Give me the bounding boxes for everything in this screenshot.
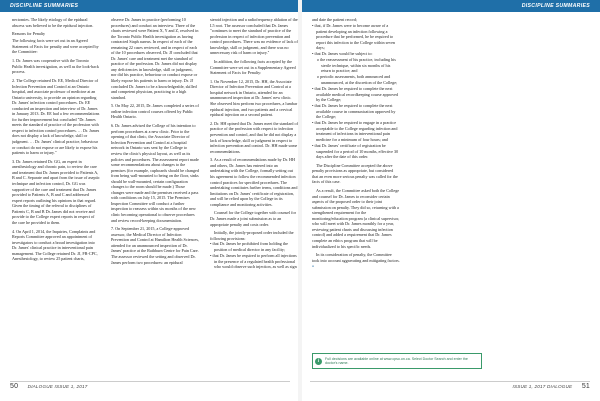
- numbered-item: 6. Dr. James advised the College of his intention to perform procedures at a new clinic. Prior to the opening of that clinic, the Associate Director of Infection Prevention and Control at a hospital network in Ontario was sent by the College to review the clinic's physical layout, as well as its policies and procedures. The assessment report made some recommendations about changes to the premises (for example, cupboards should be changed from being wall-mounted to being on the floor, sinks should be wall-mounted, certain configuration changes to the room should be made.) Those changes were made and the premises received a pass with conditions on July 15, 2015. The Premises Inspection Committee will conduct a further inspection to reassess within six months of the new clinic becoming operational to observe procedures and review record-keeping documentation.: [111, 123, 199, 223]
- numbered-item: 1. Dr. James was cooperative with the Toronto Public Health investigation, as well as the look-back process.: [12, 58, 99, 75]
- paragraph: As a result, the Committee asked both the College and counsel for Dr. James to reconsider certain aspects of the proposed order to their joint submission on penalty. They did so, returning with a strengthened requirement for the monitoring/education program (a clinical supervisor, who will meet with Dr. James monthly for a year, reviewing patient charts and discussing infection control) and added a requirement that Dr. James complete an ethics program that will be individualized to his specific needs.: [312, 188, 400, 249]
- numbered-item: 2. Dr. HH opined that Dr. James meet the standard of practice of the profession with respect to infection prevention and control, and that he did not display a lack of knowledge, skill or judgment in respect to infection prevention and control. Dr. HH made some recommendations.: [210, 120, 298, 154]
- column-1: [12, 17, 100, 262]
- paragraph-text: In its consideration of penalty, the Committee took into account aggravating and mitigating factors.: [312, 252, 400, 263]
- paragraph: steroid injection and a radiofrequency ablation of the L5 root. The assessor concluded that Dr. James "continues to meet the standard of practice of the profession in respect of infection prevention and control procedures. There was no evidence of lack of knowledge, skill or judgment, and there was no unnecessary risk of harm or injury.": [210, 17, 298, 56]
- column-2: [111, 17, 199, 265]
- publication-issue-left: DIALOGUE ISSUE 1, 2017: [27, 384, 88, 390]
- numbered-item: 1. On November 12, 2015, Dr. HH, the Associate Director of Infection Prevention and Control at a hospital network in Ontario, attended for an unannounced inspection at Dr. James' new clinic. She observed him perform two procedures, a lumbar epidural injection, and two patients and a cervical epidural injection on a second patient.: [210, 78, 298, 118]
- note-text: Full decisions are available online at www.cpso.on.ca. Select Doctor Search and enter the doctor's name.: [325, 356, 468, 365]
- column-4: [312, 17, 400, 269]
- paragraph: The following facts were set out in an Agreed Statement of Facts for penalty and were accepted by the Committee:: [12, 38, 99, 55]
- section-title-left: DISCIPLINE SUMMARIES: [10, 3, 79, 9]
- bullet-item: • that Dr. James' certificate of registration be suspended for a period of 10 months, effective 30 days after the date of this order.: [312, 143, 399, 160]
- bullet-item: • that, if Dr. James were to become aware of a patient developing an infection following a procedure that he performed, he be required to report this infection to the College within seven days;: [312, 23, 395, 51]
- bullet-item: • that Dr. James be required to engage in a practice acceptable to the College regarding infection and treatment of infections in interventional pain medicine for a minimum of four hours; and: [312, 120, 398, 142]
- numbered-item: 4. On April 1, 2014, the Inquiries, Complaints and Reports Committee approved an appointment of investigators to conduct a broad investigation into Dr. James' clinical practice in interventional pain management. The College retained Dr. JJ, FR-CPC, Anesthesiology, to review 25 patient charts,: [12, 228, 98, 262]
- sub-item: o the reassessment of his practice, including his sterile technique, within six months of his return to practice; and: [317, 57, 396, 74]
- numbered-item: 3. As a result of recommendations made by Dr. HH and others, Dr. James has entered into an undertaking with the College, formally setting out his agreement to follow the recommended infection control practices for specified procedures. The undertaking constitutes further terms, conditions and limitations on Dr. James' certificate of registration, and will be relied upon by the College in its compliance and monitoring activities.: [210, 157, 298, 207]
- footer-right: [310, 381, 590, 391]
- numbered-item: 7. On September 21, 2015, a College-approved assessor, the Medical Director of Infection Prevention and Control at Hamilton Health Sciences, attended for an unannounced inspection of Dr. James' practice at the Rathburn Centre for Pain Care. The assessor reviewed the setting and observed Dr. James perform two procedures: an epidural: [111, 226, 199, 265]
- sub-item: o periodic assessments, both announced and unannounced, at the discretion of the College;: [317, 74, 398, 86]
- bullet-item: • that Dr. James be required to perform all injections in the presence of a regulated health professional who would observe such injection, as well as sign: [210, 252, 297, 270]
- bullet-item: • that Dr. James would be subject to:: [312, 51, 373, 57]
- paragraph: Counsel for the College together with counsel for Dr. James made a joint submission as to an appropriate penalty and costs order.: [210, 210, 296, 227]
- bullet-item: • that Dr. James be required to complete the next available medical recordkeeping course approved by the College;: [312, 86, 399, 103]
- page-number-right: 51: [581, 383, 590, 390]
- end-of-article-mark: »: [312, 263, 315, 269]
- online-decisions-note: [312, 353, 482, 369]
- paragraph: [312, 252, 400, 269]
- paragraph: The Discipline Committee accepted the above penalty provisions as appropriate, but considered that an even more serious penalty was called for the facts of this case.: [312, 162, 398, 185]
- info-icon: i: [315, 358, 322, 365]
- column-3: [210, 17, 298, 270]
- paragraph: nectomies. The likely etiology of the epidural abscess was believed to be the epidural injection.: [12, 17, 94, 28]
- publication-issue-right: ISSUE 1, 2017 DIALOGUE: [512, 384, 573, 390]
- bullet-item: and date the patient record;: [312, 17, 358, 22]
- paragraph: Initially, the jointly-proposed order included the following provisions:: [210, 230, 294, 241]
- section-heading: Reasons for Penalty: [12, 31, 46, 37]
- bullet-item: • that Dr. James be prohibited from holding the position of medical director in any facility;: [210, 241, 288, 252]
- numbered-item: 3. Dr. James retained Dr. GG, an expert in anesthesiology and chronic pain, to review the care and treatment that Dr. James provided to Patients A, B and C. Separate and apart from the issue of aseptic technique and infection control, Dr. GG was supportive of the care and treatment that Dr. James provided to Patients A, B and C and addressed expert reports outlining his opinions in that regard. Given the timing of the referral to disciplines of Patients C, B and B Dr. James did not receive and provide to the College expert reports in respect of the care he provided to them.: [12, 158, 100, 225]
- numbered-item: 2. The College retained Dr. EE, Medical Director of Infection Prevention and Control at an Ontario hospital, and associate professor of medicine at an Ontario university, to provide an opinion regarding Dr. James' infection control procedures. Dr. EE conducted an inspection and interview of Dr. James in January 2013. Dr. EE had a few recommendations for further improvement but concluded "Dr. James meets the standard of practice of the profession with respect to infection control procedures. … Dr. James does not display a lack of knowledge, skill or judgment. … Dr. James' clinical practice, behaviour or conduct do not expose or are likely to expose his patients to harm or injury.": [12, 77, 100, 156]
- numbered-item: 5. On May 22, 2015, Dr. James completed a series of online infection control courses offered by Public Health Ontario.: [111, 103, 199, 120]
- page-gutter: [298, 0, 302, 401]
- header-left: [0, 0, 298, 12]
- bullet-item: • that Dr. James be required to complete the next available course in communication approved by the College;: [312, 103, 396, 120]
- page-number-left: 50: [10, 383, 19, 390]
- section-title-right: DISCIPLINE SUMMARIES: [521, 3, 590, 9]
- paragraph: In addition, the following facts accepted by the Committee were set out in a Supplementary Agreed Statement of Facts for Penalty:: [210, 59, 296, 76]
- footer-left: [10, 381, 290, 391]
- header-right: [302, 0, 600, 12]
- paragraph: observe Dr. James in practice (performing 10 procedures) and conduct an interview. Three of the charts reviewed were Patient X, Y and Z, resolved in the Toronto Public Health investigation as having contracted Staph aureus. In respect of each of the remaining 22 cases reviewed, and in respect of each of the 10 procedures observed, Dr. JJ concluded that Dr. James' care and treatment met the standard of practice of the profession. Dr. James did not display any deficiencies in knowledge, skill or judgment, nor did his practice, behaviour or conduct expose or likely expose his patients to harm or injury. Dr. JJ concluded Dr. James to be a knowledgeable, skilled and competent physician, practicing to a high standard.: [111, 17, 199, 100]
